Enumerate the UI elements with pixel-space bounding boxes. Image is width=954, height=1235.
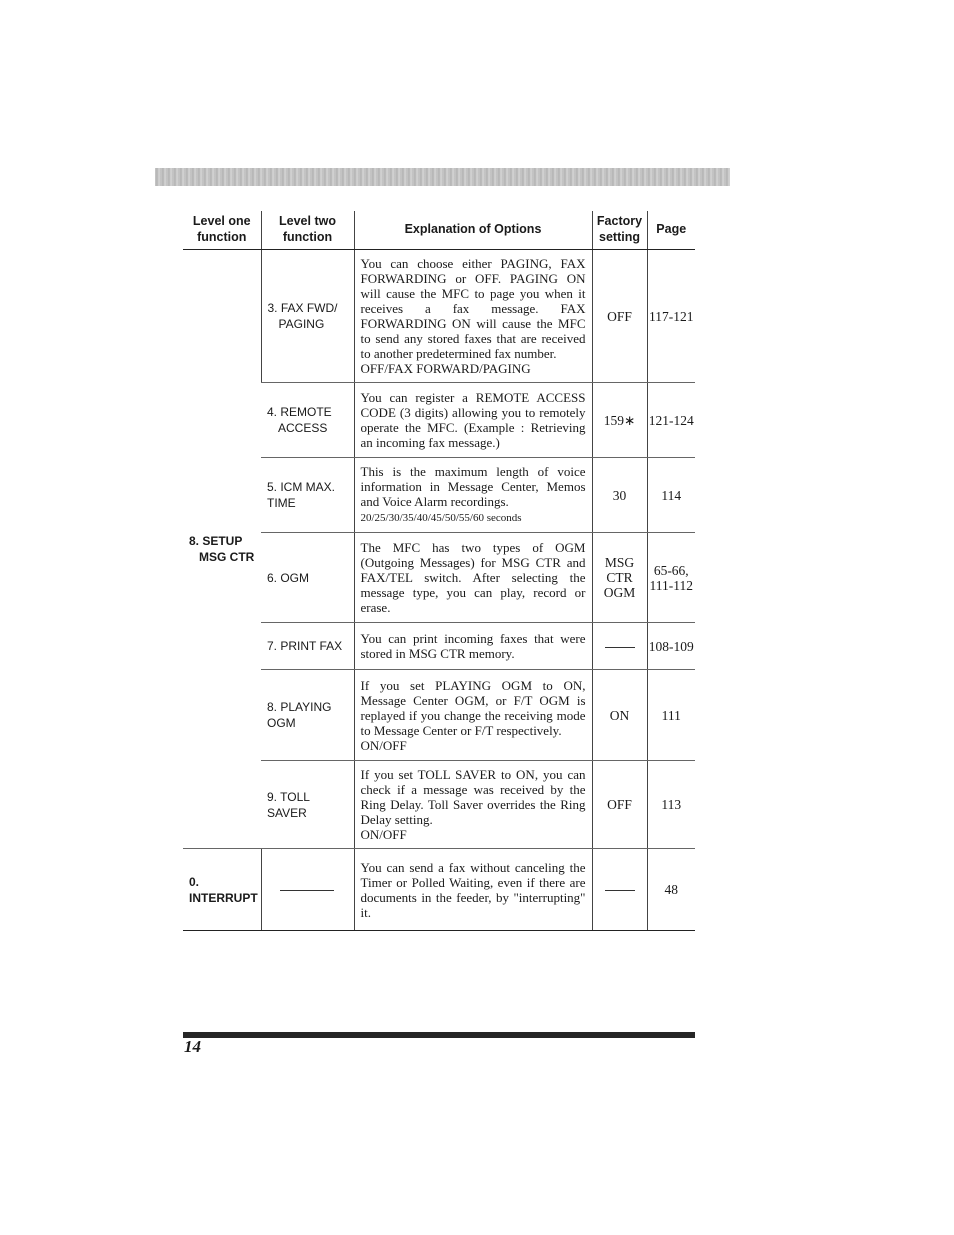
level-two-ogm: 6. OGM xyxy=(261,533,354,623)
dash-mark xyxy=(280,890,334,891)
level-two-toll-saver: 9. TOLL SAVER xyxy=(261,761,354,849)
table-row xyxy=(183,849,695,931)
header-factory-setting: Factory setting xyxy=(592,211,647,250)
page-cell: 117-121 xyxy=(647,250,695,383)
explanation-cell: The MFC has two types of OGM (Outgoing Messages) for MSG CTR and FAX/TEL switch. After selecting the message type, you can play, record or erase. xyxy=(354,533,592,623)
factory-setting-cell: OFF xyxy=(592,250,647,383)
header-level-one: Level one function xyxy=(183,211,261,250)
level-one-interrupt: 0. INTERRUPT xyxy=(183,849,261,931)
page-cell: 113 xyxy=(647,761,695,849)
page-cell: 114 xyxy=(647,458,695,533)
factory-setting-cell xyxy=(592,849,647,931)
level-two-none xyxy=(261,849,354,931)
header-explanation: Explanation of Options xyxy=(354,211,592,250)
footer-rule xyxy=(183,1032,695,1038)
factory-setting-cell: MSG CTR OGM xyxy=(592,533,647,623)
page-cell: 48 xyxy=(647,849,695,931)
explanation-cell: You can register a REMOTE ACCESS CODE (3 digits) allowing you to remotely operate the MFC. (Example : Retrieving an incoming fax message.) xyxy=(354,383,592,458)
factory-setting-cell: ON xyxy=(592,670,647,761)
explanation-cell: You can choose either PAGING, FAX FORWARDING or OFF. PAGING ON will cause the MFC to page you when it receives a fax message. FAX FORWARDING ON will cause the MFC to send any stored faxes that are received to another predetermined fax number. OFF/FAX FORWARD/PAGING xyxy=(354,250,592,383)
header-page: Page xyxy=(647,211,695,250)
dash-mark xyxy=(605,890,635,891)
level-one-setup-msg-ctr: 8. SETUP MSG CTR xyxy=(183,250,261,849)
factory-setting-cell: 30 xyxy=(592,458,647,533)
level-two-print-fax: 7. PRINT FAX xyxy=(261,623,354,670)
page-cell: 108-109 xyxy=(647,623,695,670)
level-two-fax-fwd-paging: 3. FAX FWD/ PAGING xyxy=(261,250,354,383)
page-cell: 65-66, 111-112 xyxy=(647,533,695,623)
level-two-remote-access: 4. REMOTE ACCESS xyxy=(261,383,354,458)
dash-mark xyxy=(605,647,635,648)
explanation-cell: You can send a fax without canceling the Timer or Polled Waiting, even if there are documents in the feeder, by "interrupting" it. xyxy=(354,849,592,931)
header-level-two: Level two function xyxy=(261,211,354,250)
page-cell: 121-124 xyxy=(647,383,695,458)
level-two-icm-max-time: 5. ICM MAX. TIME xyxy=(261,458,354,533)
explanation-cell: This is the maximum length of voice information in Message Center, Memos and Voice Alarm recordings. 20/25/30/35/40/45/50/55/60 seconds xyxy=(354,458,592,533)
table-row xyxy=(183,250,695,383)
header-band xyxy=(155,168,730,186)
explanation-cell: If you set TOLL SAVER to ON, you can check if a message was received by the Ring Delay. Toll Saver overrides the Ring Delay setting. ON/OFF xyxy=(354,761,592,849)
factory-setting-cell xyxy=(592,623,647,670)
page-cell: 111 xyxy=(647,670,695,761)
table-header-row xyxy=(183,211,695,250)
level-two-playing-ogm: 8. PLAYING OGM xyxy=(261,670,354,761)
explanation-cell: If you set PLAYING OGM to ON, Message Center OGM, or F/T OGM is replayed if you change the receiving mode to Message Center or F/T respectively. ON/OFF xyxy=(354,670,592,761)
factory-setting-cell: 159∗ xyxy=(592,383,647,458)
factory-setting-cell: OFF xyxy=(592,761,647,849)
page-number: 14 xyxy=(184,1037,201,1056)
explanation-cell: You can print incoming faxes that were stored in MSG CTR memory. xyxy=(354,623,592,670)
options-table xyxy=(183,211,695,931)
